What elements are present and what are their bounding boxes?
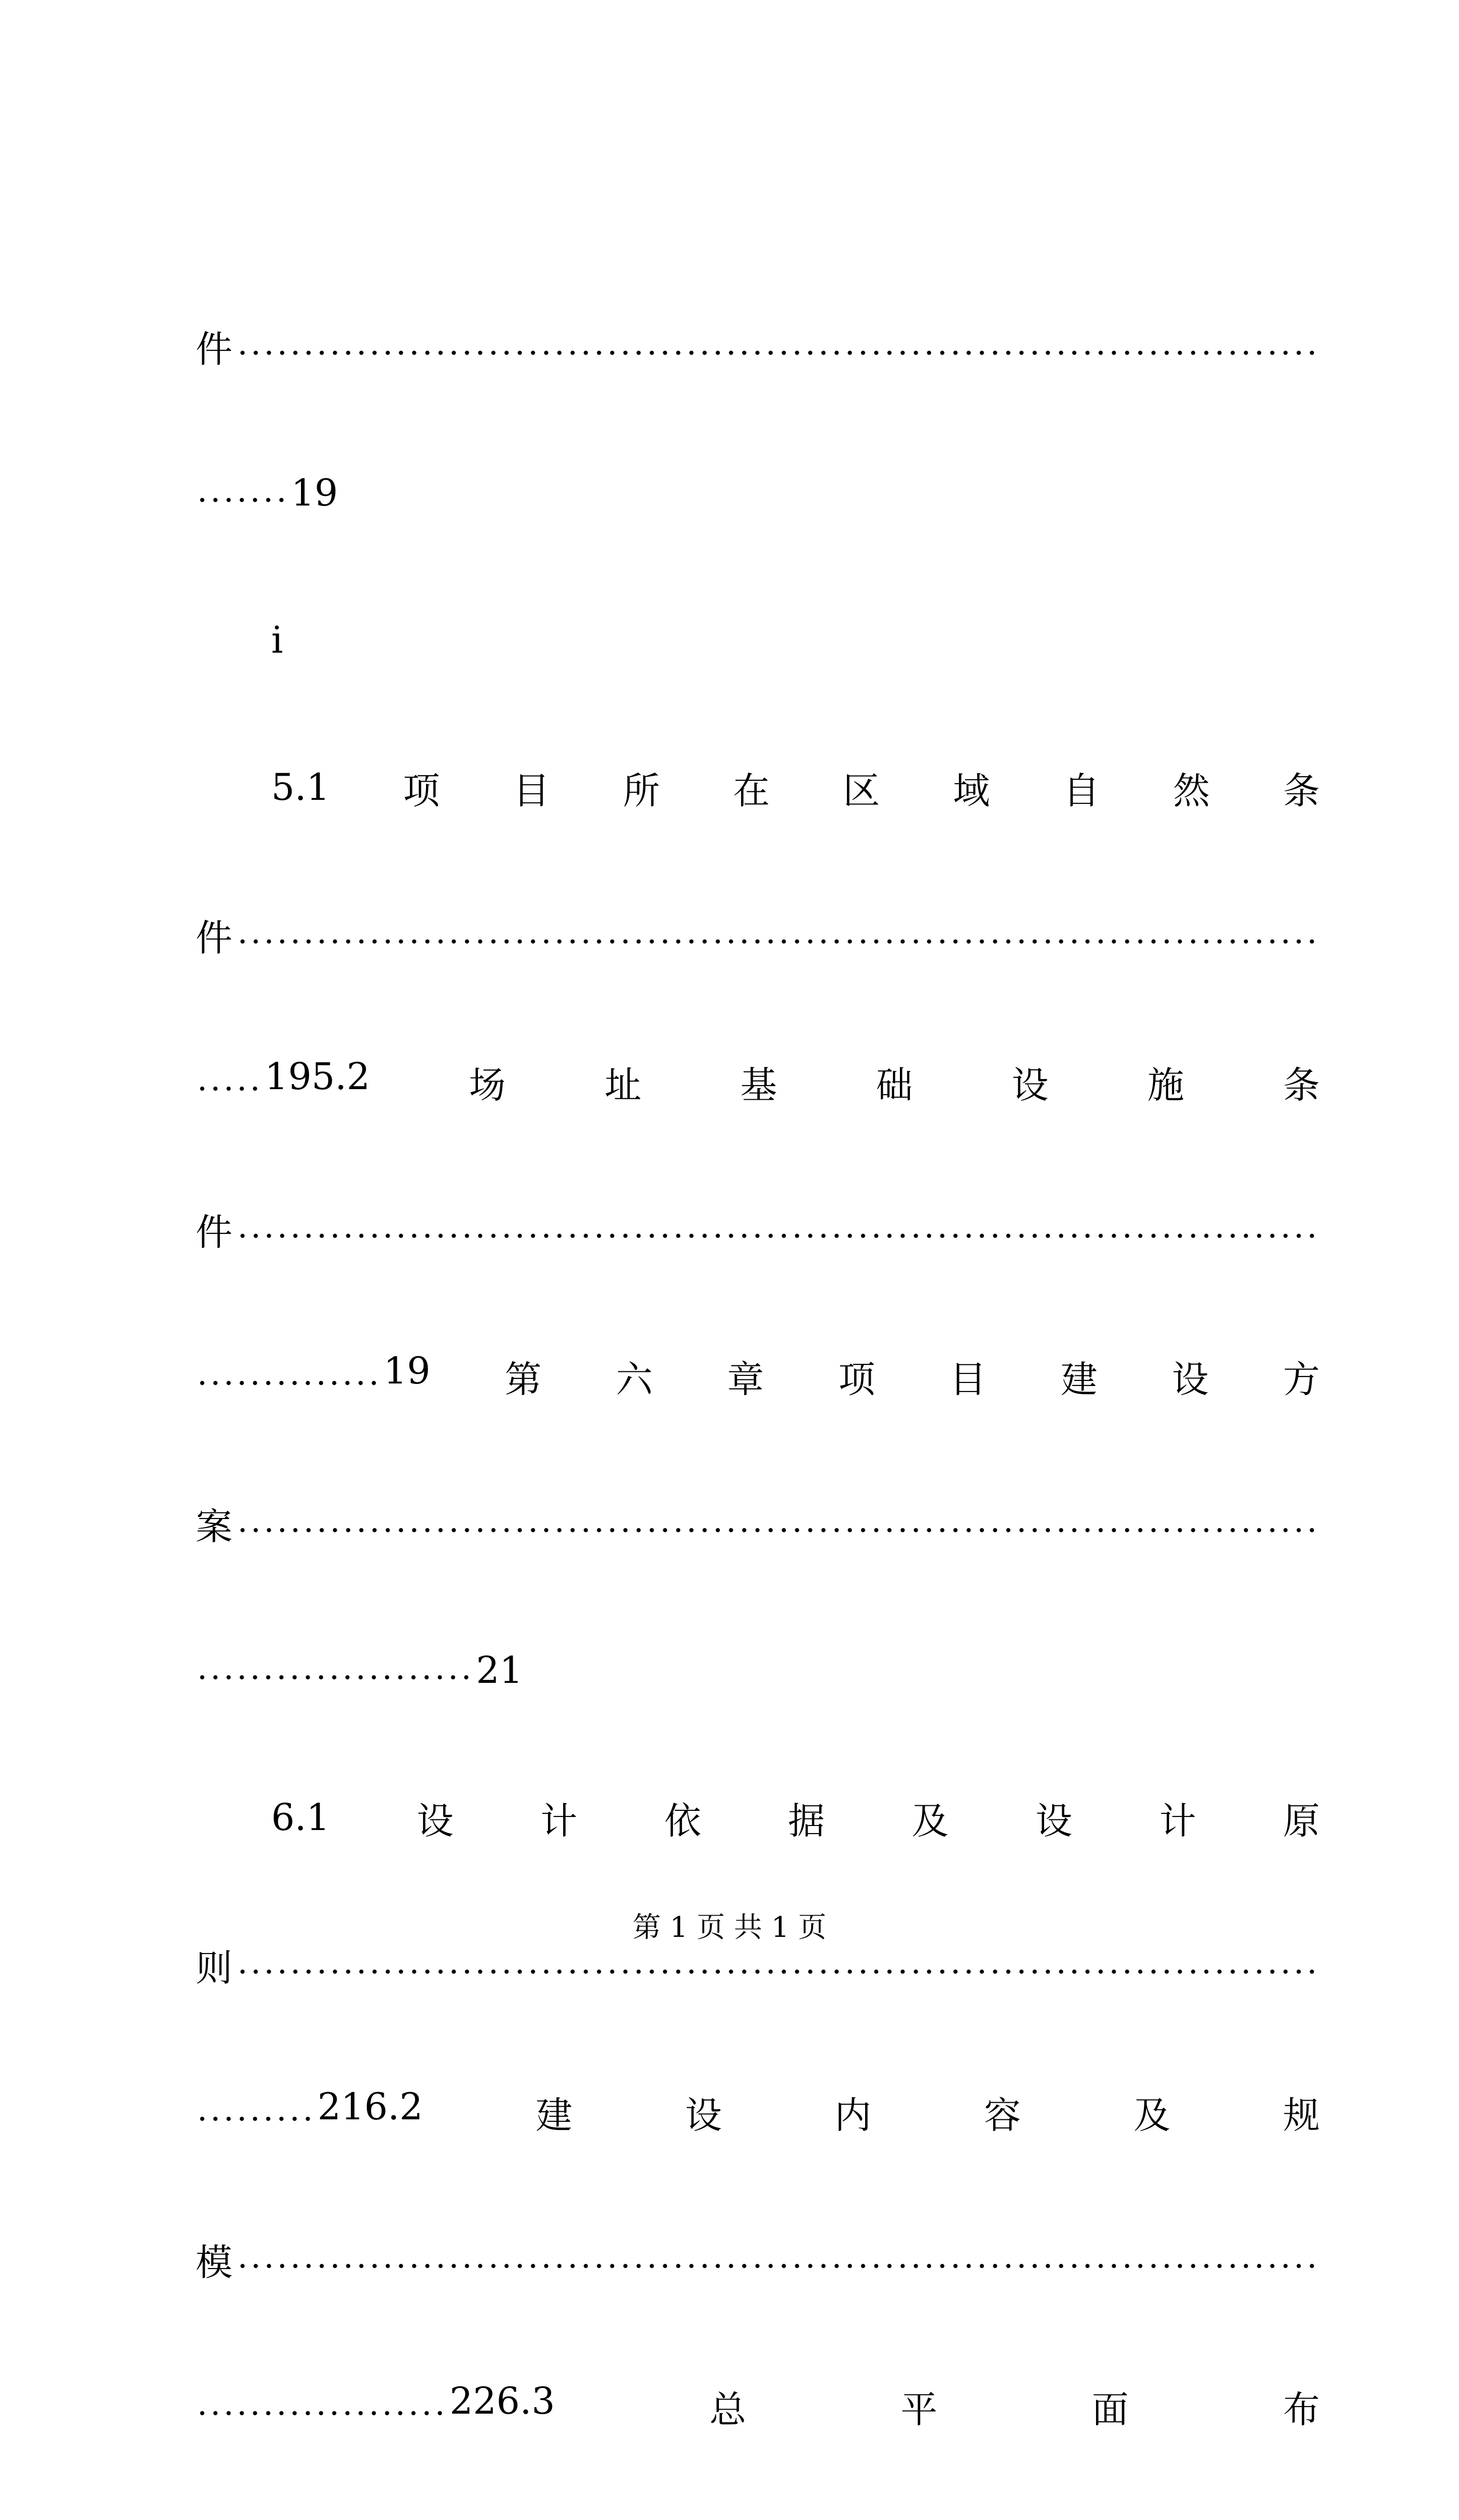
toc-heading-char: 区 [843,769,880,812]
dot-leader [196,2410,447,2416]
toc-heading-char: 容 [984,2094,1021,2137]
toc-line [196,2333,1320,2480]
dot-leader [236,1527,1317,1533]
toc-heading-char: 设 [1036,1799,1073,1843]
toc-heading-char: 建 [1060,1358,1098,1401]
toc-number: 6.1 [271,1796,330,1839]
toc-heading-char: 场 [469,1063,506,1107]
toc-line [196,1155,1320,1302]
toc-heading-char: 六 [616,1358,653,1401]
toc-heading-char: 然 [1173,769,1210,812]
toc-heading-char: 项 [838,1358,875,1401]
toc-line [196,1450,1320,1597]
toc-heading-char: 建 [535,2094,573,2137]
toc-heading-char: 平 [900,2388,938,2431]
toc-heading-char: 计 [540,1799,578,1843]
toc-line-lead-char: 件 [196,328,232,371]
toc-heading-char: 在 [733,769,770,812]
toc-number: 216.2 [317,2085,423,2128]
toc-heading-char: 目 [949,1358,987,1401]
toc-line-lead-char: 则 [196,1946,232,1990]
table-of-contents [196,272,1320,2520]
toc-line [196,1302,1320,1450]
toc-line-lead-char: 件 [196,916,232,960]
toc-heading-char: 内 [834,2094,872,2137]
toc-heading-char: 章 [727,1358,764,1401]
toc-line [196,1008,1320,1155]
toc-heading-char: 设 [1172,1358,1209,1401]
toc-heading-char: 面 [1091,2388,1129,2431]
dot-leader [236,938,1317,944]
toc-heading-char: 依 [664,1799,701,1843]
toc-heading-char: 所 [623,769,660,812]
toc-heading-char: 址 [604,1063,642,1107]
page-number: 21 [476,1649,523,1692]
toc-heading-char: 及 [1133,2094,1171,2137]
toc-heading-char: 第 [505,1358,542,1401]
toc-heading-char: 原 [1283,1799,1320,1843]
dot-leader [196,1086,262,1092]
toc-heading-char: 总 [709,2388,747,2431]
page-footer: 第 1 页 共 1 页 [632,1911,827,1944]
toc-heading-char: 基 [740,1063,777,1107]
toc-line [196,714,1320,861]
toc-line [196,566,1320,714]
toc-heading-char: 自 [1063,769,1100,812]
toc-heading-char: 据 [788,1799,825,1843]
toc-heading-char: 条 [1283,1063,1320,1107]
toc-heading-char: 设 [1011,1063,1049,1107]
page-number: 19 [291,471,338,515]
toc-line [196,419,1320,566]
dot-leader [236,1233,1317,1239]
toc-heading-char: 计 [1159,1799,1196,1843]
toc-heading-char: 及 [911,1799,949,1843]
toc-heading-char: 布 [1283,2388,1320,2431]
dot-leader [236,350,1317,356]
toc-line [196,1597,1320,1744]
roman-page-marker: i [271,618,283,662]
toc-line-lead-char: 案 [196,1505,232,1548]
toc-number: 19 [383,1349,431,1393]
toc-heading-char: 目 [513,769,550,812]
toc-heading-char: 设 [416,1799,454,1843]
toc-heading-char: 设 [685,2094,722,2137]
toc-line [196,272,1320,419]
toc-line [196,2480,1320,2520]
toc-heading-char: 项 [403,769,440,812]
dot-leader [196,497,288,503]
toc-line [196,2185,1320,2333]
dot-leader [196,1380,381,1386]
toc-line [196,861,1320,1008]
toc-number: 5.1 [271,766,330,809]
toc-heading-char: 规 [1283,2094,1320,2137]
dot-leader [236,1969,1317,1975]
dot-leader [196,1674,473,1680]
toc-heading-char: 础 [876,1063,913,1107]
dot-leader [236,2263,1317,2269]
toc-number: 195.2 [265,1055,370,1098]
toc-heading-char: 条 [1283,769,1320,812]
toc-heading-char: 方 [1283,1358,1320,1401]
toc-line [196,1744,1320,1891]
toc-number: 226.3 [449,2379,555,2423]
toc-heading-char: 域 [953,769,990,812]
toc-line [196,2038,1320,2185]
toc-line-lead-char: 件 [196,1211,232,1254]
toc-heading-char: 施 [1147,1063,1184,1107]
toc-line-lead-char: 模 [196,2241,232,2284]
dot-leader [196,2116,315,2122]
